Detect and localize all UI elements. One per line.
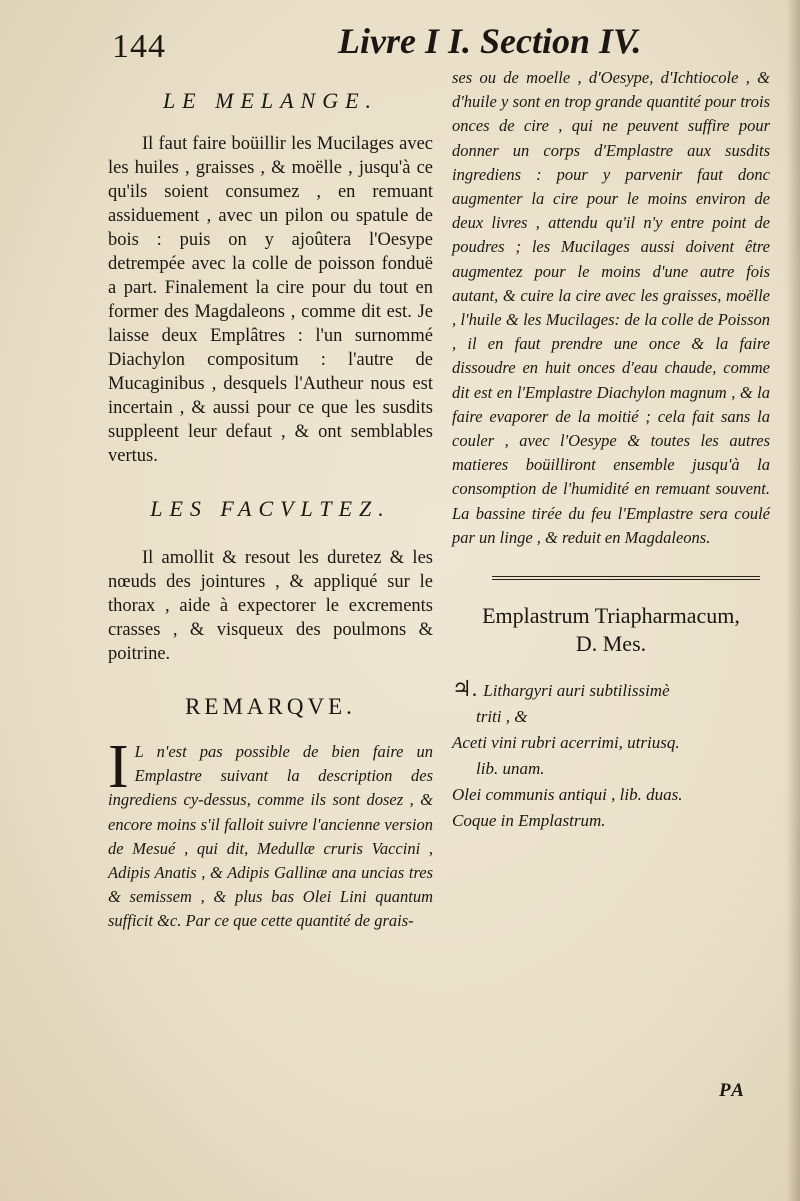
section-rule [492, 576, 760, 580]
drop-cap: I [108, 733, 129, 801]
facultez-heading: LES FACVLTEZ. [150, 496, 391, 521]
catchword: PA [719, 1080, 746, 1101]
recipe-line: Aceti vini rubri acerrimi, utriusq. [452, 733, 680, 753]
recipe-title: Emplastrum Triapharmacum, [482, 603, 740, 629]
right-column [452, 66, 770, 834]
recipe-line: triti , & [476, 707, 528, 727]
melange-paragraph: Il faut faire boüillir les Mucilages avec les huiles , graisses , & moëlle , jusqu'à ce qu'ils soient consumez , en remuant assiduement , avec un pilon ou spatule de bois : puis on y ajoûtera l'Oesype detrempée avec la colle de poisson fonduë a part. Finalement la cire pour du tout en former des Magdaleons , comme dit est. Je laisse deux Emplâtres : l'un surnommé Diachylon compositum : l'autre de Mucaginibus , desquels l'Autheur nous est incertain , & aussi pour ce que les susdits suppleent leur defaut , & ont semblables vertus. [108, 134, 433, 466]
melange-heading: LE MELANGE. [162, 88, 379, 113]
remarque-text: L n'est pas possible de bien faire un Emplastre suivant la description des ingrediens cy-dessus, comme ils sont dosez , & encore moins s'il falloit suivre l'ancienne version de Mesué , qui dit, Medullæ cruris Vaccini , Adipis Anatis , & Adipis Gallinæ ana uncias tres & semissem , & plus bas Olei Lini quantum sufficit &c. Par ce que cette quantité de grais- [108, 742, 433, 931]
page-edge-shadow [786, 0, 800, 1201]
recipe-author: D. Mes. [575, 631, 647, 657]
jupiter-symbol-icon: ♃. [452, 676, 478, 702]
recipe-line: lib. unam. [476, 759, 545, 779]
left-column [108, 88, 433, 934]
remarque-heading: REMARQVE. [185, 694, 356, 719]
recipe-line: Lithargyri auri subtilissimè [483, 681, 670, 701]
continuation-paragraph: ses ou de moelle , d'Oesype, d'Ichtiocole , & d'huile y sont en trop grande quantité pour trois onces de cire , qui ne peuvent suffire pour donner un corps d'Emplastre aux susdits ingrediens : pour y parvenir faut donc augmenter la cire pour le moins environ de deux livres , attendu qu'il n'y entre point de poudres ; les Mucilages aussi doivent être augmentez pour le moins d'une autre fois autant, & cuire la cire avec les graisses, moëlle , l'huile & les Mucilages: de la colle de Poisson , il en faut prendre une once & la faire dissoudre en huit onces d'eau chaude, comme dit est en l'Emplastre Diachylon magnum , & la faire evaporer de la moitié ; cela fait sans la couler , avec l'Oesype & toutes les autres matieres boüilliront ensemble jusqu'à la consomption de l'humidité en remuant souvent. La bassine tirée du feu l'Emplastre sera coulé par un linge , & reduit en Magdaleons. [452, 68, 770, 547]
recipe-line: Coque in Emplastrum. [452, 811, 606, 831]
recipe-line: Olei communis antiqui , lib. duas. [452, 785, 683, 805]
running-head: Livre I I. Section IV. [338, 21, 642, 61]
facultez-paragraph: Il amollit & resout les duretez & les nœuds des jointures , & appliqué sur le thorax , aide à expectorer le excrements crasses , & visqueux des poulmons & poitrine. [108, 548, 433, 664]
page-number: 144 [112, 28, 166, 65]
recipe-block [452, 676, 770, 834]
page-header [0, 14, 800, 74]
remarque-paragraph [108, 733, 433, 934]
